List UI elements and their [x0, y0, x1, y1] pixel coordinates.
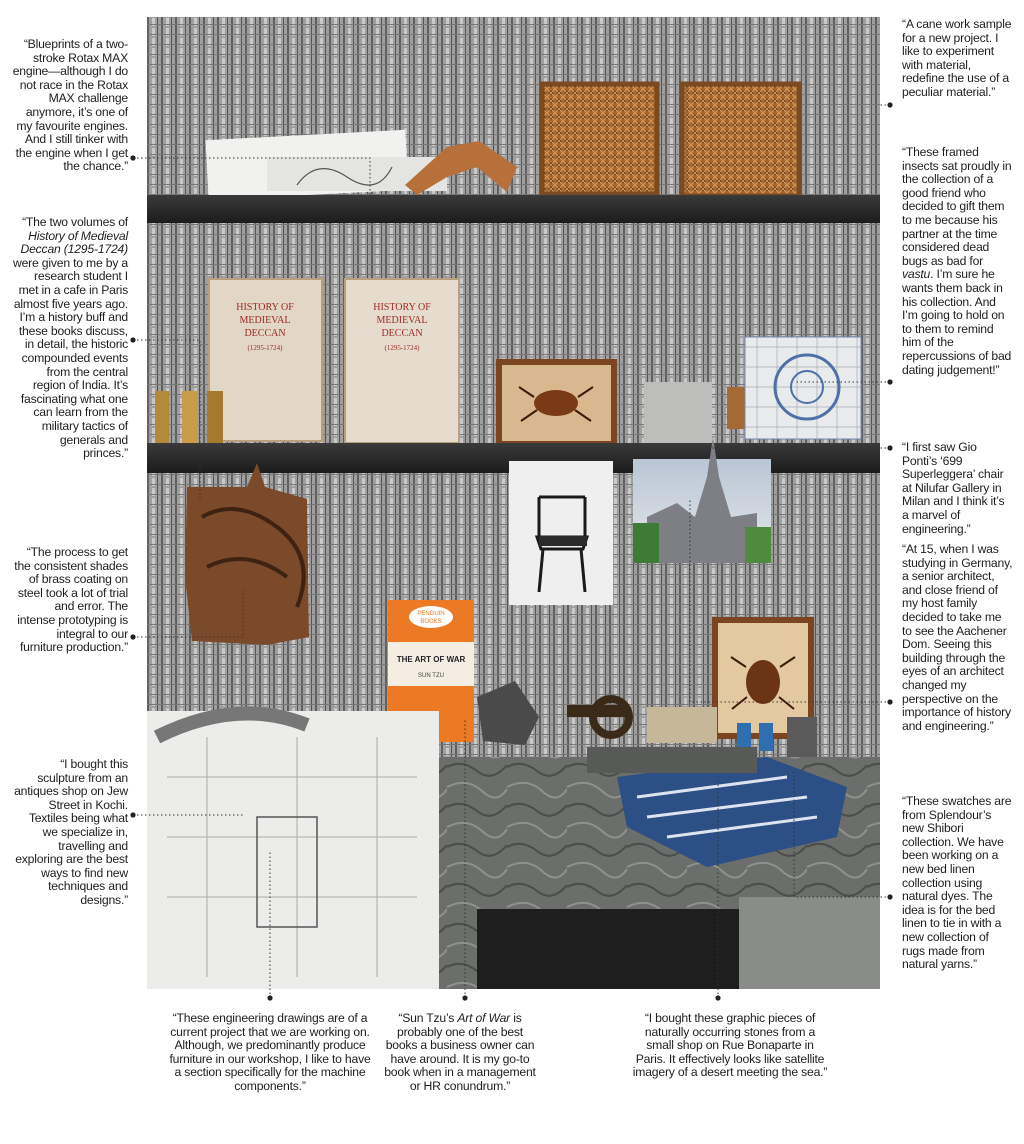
top-shelf	[147, 195, 880, 223]
dot-ponti	[887, 445, 892, 450]
caption-aachener-dom: “At 15, when I was studying in Germany, a senior architect, and close friend of my host family decided to take me to see the Aachener Dom. Seeing this building through the eyes of an architect changed my perspective on the importance of history and engineering.”	[902, 542, 1013, 733]
caption-brass-coating: “The process to get the consistent shades of brass coating on steel took a lot of trial and error. The intense prototyping is integral to our furniture production.”	[14, 545, 128, 655]
dot-aachen	[887, 699, 892, 704]
caption-war-book-title: Art of War	[457, 1011, 511, 1025]
caption-kochi-sculpture: “I bought this sculpture from an antiques shop on Jew Street in Kochi. Textiles being what we specialize in, travelling and exploring are the best ways to find new techniques and designs.”	[14, 757, 128, 907]
penguin-book-author: SUN TZU	[418, 673, 444, 679]
deccan-book-1-title-2: MEDIEVAL	[239, 315, 291, 326]
shelf-photo-illustration	[147, 17, 880, 989]
caption-cane-work: “A cane work sample for a new project. I like to experiment with material, redefine the use of a peculiar material.”	[902, 17, 1012, 99]
brass-tube-3	[207, 391, 223, 443]
caption-deccan-book-title: History of Medieval Deccan (1295-1724)	[20, 228, 128, 257]
blue-spool-2	[759, 723, 773, 751]
stone-slab	[587, 747, 757, 773]
deccan-book-2-title-2: MEDIEVAL	[376, 315, 428, 326]
deccan-book-1-dates: (1295-1724)	[247, 344, 283, 352]
caption-gio-ponti-chair: “I first saw Gio Ponti’s ‘699 Superleggera’ chair at Nilufar Gallery in Milan and I think it’s a marvel of engineering.”	[902, 440, 1005, 536]
caption-shibori-swatches: “These swatches are from Splendour’s new Shibori collection. We have been working on a new bed linen collection using natural dyes. The idea is for the bed linen to tie in with a new collection of rugs made from natural yarns.”	[902, 794, 1012, 972]
deccan-book-2-dates: (1295-1724)	[384, 344, 420, 352]
dot-sculpture	[130, 812, 135, 817]
blue-spool-1	[737, 723, 751, 751]
dot-cane	[887, 102, 892, 107]
caption-framed-insects	[902, 146, 1014, 377]
deccan-book-1-title-1: HISTORY OF	[236, 302, 294, 313]
penguin-publisher-2: BOOKS	[420, 619, 442, 625]
dot-drawings	[267, 995, 272, 1000]
caption-insects-text-2: . I’m sure he wants them back in his collection. And I’m going to hold on to them to remind him of the repercussions of bad dating judgement!”	[902, 267, 1012, 377]
caption-rotax-blueprints: “Blueprints of a two-stroke Rotax MAX engine—although I do not race in the Rotax MAX challenge anymore, it’s one of my favourite engines. And I still tinker with the engine when I get the chance.”	[12, 37, 128, 174]
caption-war-text-1: “Sun Tzu’s	[398, 1011, 458, 1025]
beetle-2	[746, 660, 780, 704]
cane-sample-1	[542, 84, 657, 194]
penguin-publisher-1: PENGUIN	[417, 611, 445, 617]
deccan-book-2-title-1: HISTORY OF	[373, 302, 431, 313]
brass-tube-2	[182, 391, 198, 443]
cane-sample-2	[682, 84, 799, 196]
ponti-chair-photo	[509, 461, 613, 605]
brass-tube-1	[155, 391, 169, 443]
penguin-book-title: THE ART OF WAR	[396, 655, 466, 664]
concrete-block	[644, 382, 712, 444]
caption-graphic-stones: “I bought these graphic pieces of naturally occurring stones from a small shop on Rue Bonaparte in Paris. It effectively looks like satellite imagery of a desert meeting the sea.”	[632, 1011, 828, 1080]
stone-piece-1	[647, 707, 717, 743]
caption-engineering-drawings: “These engineering drawings are of a current project that we are working on. Although, we predominantly produce furniture in our workshop, I like to have a section specifically for the machine components.”	[169, 1011, 371, 1093]
deccan-book-1-title-3: DECCAN	[244, 328, 286, 339]
engineering-drawings	[147, 711, 439, 989]
dot-rotax	[130, 155, 135, 160]
shelf-photograph	[147, 17, 880, 989]
caption-deccan-text-1: “The two volumes of	[22, 215, 128, 229]
deccan-book-2-title-3: DECCAN	[381, 328, 423, 339]
beetle-1	[534, 390, 578, 416]
dot-brass	[130, 634, 135, 639]
dot-stones	[715, 995, 720, 1000]
counter-recess	[477, 909, 767, 989]
caption-war-text-2: is probably one of the best books a business owner can have around. It is my go-to book when in a management or HR conundrum.”	[384, 1011, 536, 1093]
caption-art-of-war	[380, 1012, 540, 1094]
caption-insects-vastu: vastu	[902, 267, 931, 282]
dot-deccan	[130, 337, 135, 342]
caption-insects-text-1: “These framed insects sat proudly in the collection of a good friend who decided to gift them to me because his partner at the time considered dead bugs as bad for	[902, 145, 1012, 268]
caption-deccan-text-2: were given to me by a research student I met in a cafe in Paris almost five years ago. I’m a history buff and these books discuss, in detail, the historic compounded events from the central region of India. It’s fascinating what one can learn from the military tactics of generals and princes.”	[12, 255, 128, 461]
dot-insects	[887, 379, 892, 384]
caption-medieval-deccan	[12, 216, 128, 461]
steel-cup	[787, 717, 817, 757]
gear-blueprint-card	[745, 337, 861, 439]
dot-swatches	[887, 894, 892, 899]
dot-art-of-war	[462, 995, 467, 1000]
